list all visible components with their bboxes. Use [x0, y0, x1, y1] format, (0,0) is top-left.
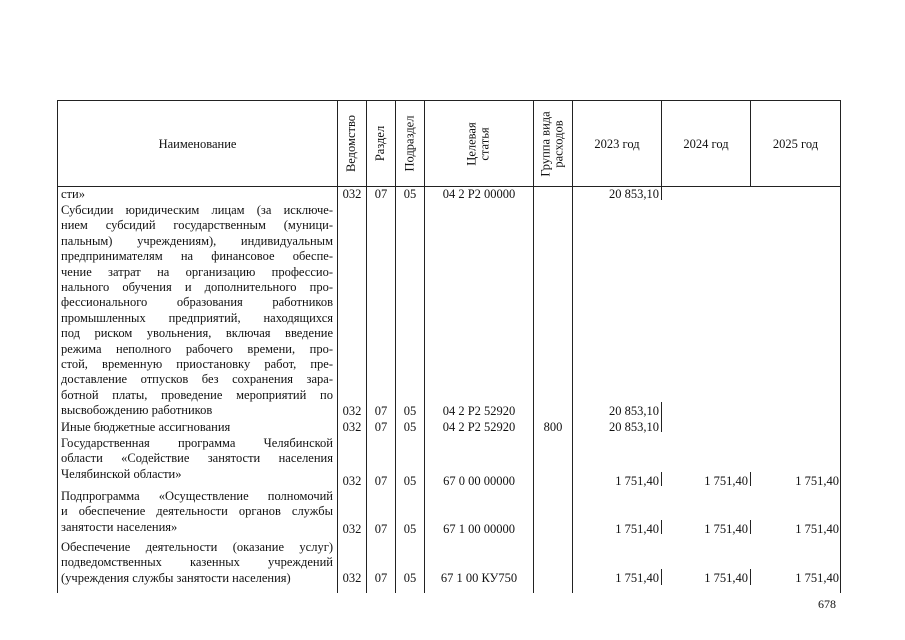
col-border [661, 569, 662, 585]
row-razdel: 07 [374, 571, 388, 585]
header-2023-label: 2023 год [594, 136, 640, 151]
header-2025 [751, 101, 840, 186]
row-name-line: под риском увольнения, включая введение [61, 326, 333, 341]
row-ved: 032 [342, 420, 362, 434]
row-name [61, 540, 333, 586]
row-razdel: 07 [374, 187, 388, 201]
row-name-line: режима неполного рабочего времени, про- [61, 341, 333, 356]
row-name-line: области «Содействие занятости населения [61, 451, 333, 466]
row-name-line: высвобождению работников [61, 403, 213, 418]
header-2025-label: 2025 год [772, 136, 819, 151]
row-target: 04 2 P2 00000 [442, 187, 516, 201]
row-name [61, 203, 333, 419]
col-border [661, 402, 662, 432]
row-podrazdel: 05 [403, 187, 417, 201]
row-2023: 20 853,10 [609, 420, 659, 434]
row-2023: 1 751,40 [615, 571, 659, 585]
col-border [750, 520, 751, 534]
row-target: 67 1 00 КУ750 [440, 571, 518, 585]
header-2024 [662, 101, 750, 186]
row-name-line: доставление отпусков без сохранения зара- [61, 372, 333, 387]
header-2024-label: 2024 год [683, 136, 729, 151]
row-podrazdel: 05 [403, 571, 417, 585]
row-target: 04 2 P2 52920 [442, 404, 516, 418]
row-razdel: 07 [374, 474, 388, 488]
row-podrazdel: 05 [403, 474, 417, 488]
header-target-line1: Целевая [465, 121, 479, 166]
header-group-line1: Группа вида [539, 110, 554, 177]
row-name [61, 420, 333, 435]
page-number: 678 [818, 597, 836, 611]
row-target: 04 2 P2 52920 [442, 420, 516, 434]
row-name-line: занятости населения» [61, 519, 178, 534]
row-podrazdel: 05 [403, 522, 417, 536]
col-border [750, 569, 751, 585]
row-name [61, 187, 333, 202]
row-2023: 1 751,40 [615, 474, 659, 488]
row-target: 67 1 00 00000 [443, 522, 515, 536]
row-name-line: ботной платы, проведение мероприятий по [61, 387, 333, 402]
row-name-line: промышленных предприятий, находящихся [61, 310, 333, 325]
row-2025: 1 751,40 [795, 522, 839, 536]
row-name-line: нального обучения и дополнительного про- [61, 280, 333, 295]
row-2023: 1 751,40 [615, 522, 659, 536]
row-2024: 1 751,40 [704, 474, 748, 488]
header-vedomstvo-label: Ведомство [344, 114, 359, 173]
row-podrazdel: 05 [403, 404, 417, 418]
row-name [61, 436, 333, 482]
header-podrazdel-label: Подраздел [402, 115, 417, 172]
row-name-line: Субсидии юридическим лицам (за исключе- [61, 203, 333, 217]
row-name-line: Челябинской области» [61, 466, 182, 481]
row-name-line: Государственная программа Челябинской [61, 436, 333, 450]
header-vedomstvo [338, 101, 366, 186]
row-razdel: 07 [374, 522, 388, 536]
row-name-line: чение затрат на организацию профессио- [61, 264, 333, 279]
row-razdel: 07 [374, 420, 388, 434]
header-target [425, 101, 533, 186]
header-razdel-label: Раздел [373, 125, 388, 162]
row-name-line: стой, временную приостановку работ, пре- [61, 357, 333, 372]
col-border [840, 100, 841, 593]
row-name-line: подведомственных казенных учреждений [61, 555, 333, 570]
row-name-line: предпринимателям на финансовое обеспе- [61, 249, 333, 264]
row-name-line: Иные бюджетные ассигнования [61, 420, 231, 434]
row-name [61, 489, 333, 535]
row-2025: 1 751,40 [795, 571, 839, 585]
row-name-line: нием субсидий государственным (муници- [61, 218, 333, 233]
row-ved: 032 [342, 404, 362, 418]
row-name-line: Подпрограмма «Осуществление полномочий [61, 489, 333, 503]
header-2023 [573, 101, 661, 186]
row-target: 67 0 00 00000 [443, 474, 515, 488]
row-name-line: сти» [61, 187, 85, 201]
header-group-line2: расходов [552, 119, 567, 168]
header-razdel [367, 101, 395, 186]
header-podrazdel [396, 101, 424, 186]
row-2024: 1 751,40 [704, 522, 748, 536]
row-2023: 20 853,10 [609, 404, 659, 418]
row-ved: 032 [342, 474, 362, 488]
col-border [661, 520, 662, 534]
header-group-label [540, 111, 566, 176]
row-name-line: (учреждения службы занятости населения) [61, 570, 291, 585]
col-border [661, 186, 662, 200]
col-border [661, 472, 662, 486]
row-podrazdel: 05 [403, 420, 417, 434]
header-group [534, 101, 572, 186]
row-2025: 1 751,40 [795, 474, 839, 488]
row-ved: 032 [342, 571, 362, 585]
row-name-line: Обеспечение деятельности (оказание услуг) [61, 540, 333, 554]
row-razdel: 07 [374, 404, 388, 418]
row-name-line: фессионального образования работников [61, 295, 333, 310]
row-name-line: пальным) учреждениям), индивидуальным [61, 233, 333, 248]
header-target-label [466, 122, 492, 165]
header-name-label: Наименование [158, 136, 237, 151]
col-border [750, 472, 751, 486]
header-target-line2: статья [478, 126, 492, 161]
row-2024: 1 751,40 [704, 571, 748, 585]
row-ved: 032 [342, 187, 362, 201]
row-group: 800 [543, 420, 563, 434]
row-name-line: и обеспечение деятельности органов службы [61, 504, 333, 519]
row-ved: 032 [342, 522, 362, 536]
row-2023: 20 853,10 [609, 187, 659, 201]
header-name [58, 101, 337, 186]
